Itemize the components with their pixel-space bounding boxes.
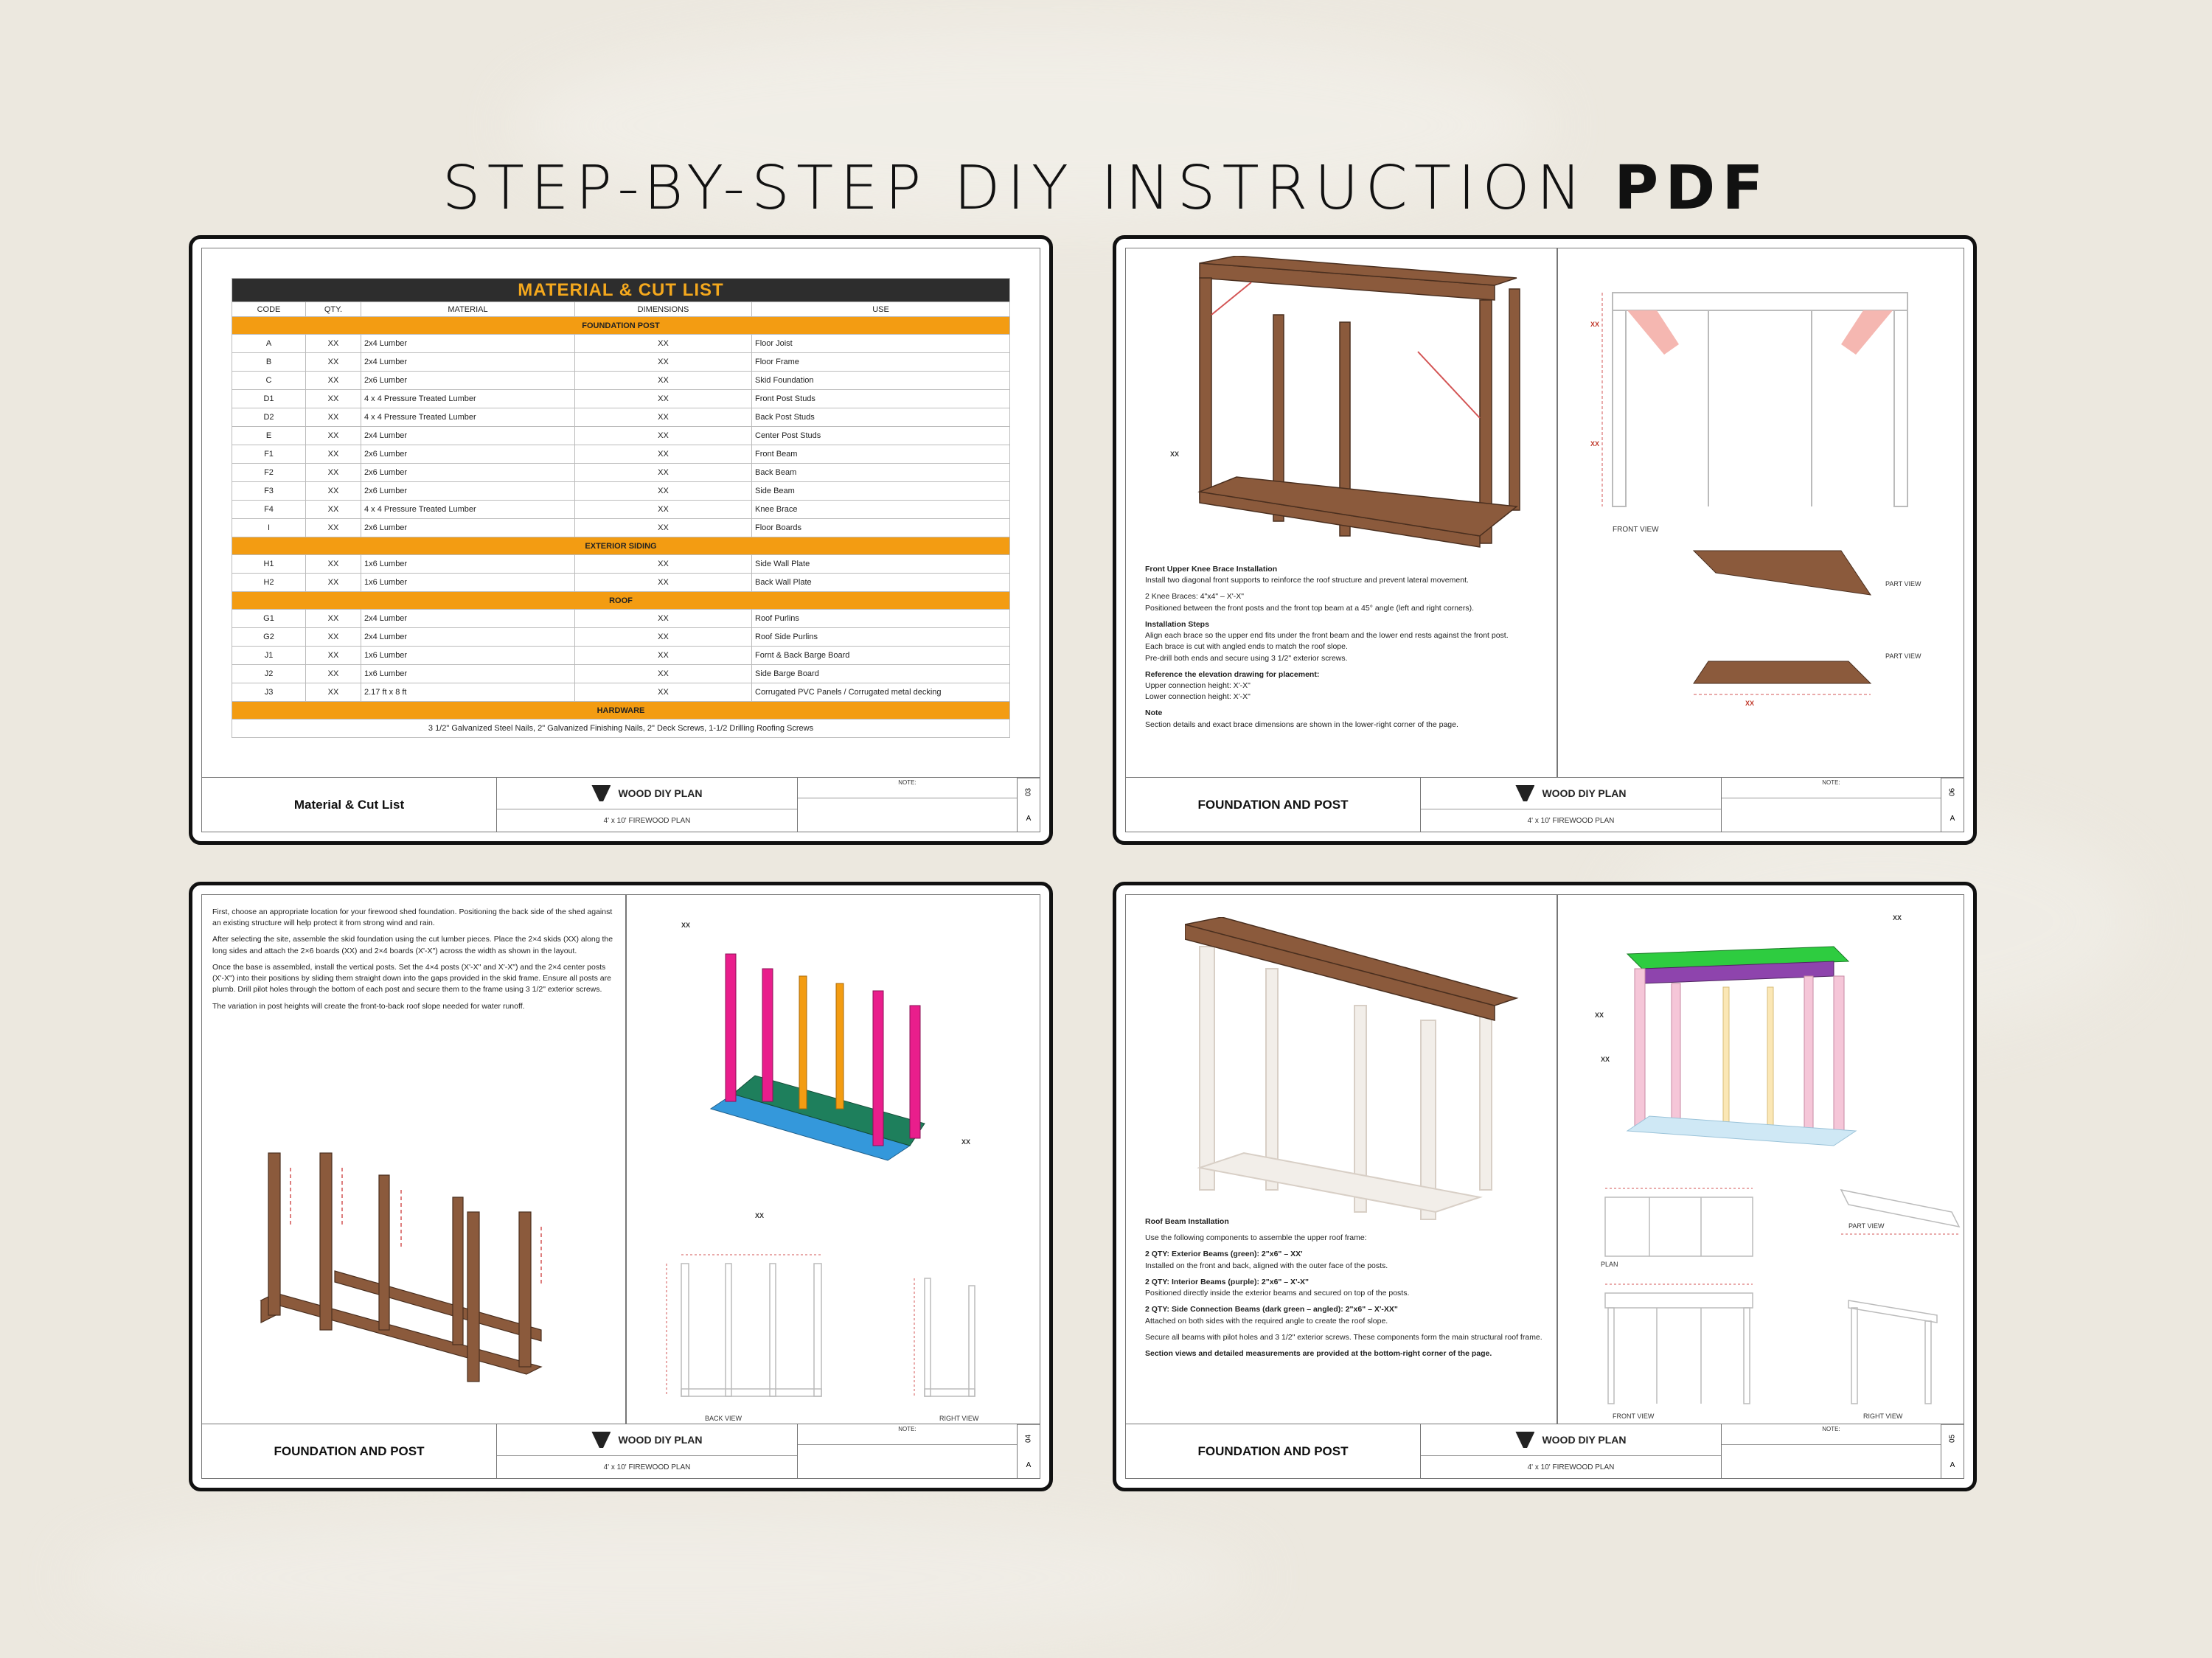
table-cell: XX	[575, 501, 752, 519]
table-cell: F3	[232, 482, 306, 501]
note-label: NOTE:	[1722, 1424, 1941, 1445]
table-cell: F1	[232, 445, 306, 464]
right-view-drawing	[910, 1271, 998, 1404]
page-number: 06	[1941, 778, 1964, 805]
table-cell: XX	[575, 445, 752, 464]
part-view-label: PART VIEW	[1885, 652, 1921, 660]
table-row	[232, 519, 1010, 537]
table-cell: 4 x 4 Pressure Treated Lumber	[361, 390, 575, 408]
table-cell: A	[232, 335, 306, 353]
table-cell: 2x4 Lumber	[361, 610, 575, 628]
table-cell: XX	[306, 683, 361, 702]
table-cell: D1	[232, 390, 306, 408]
table-cell: XX	[575, 683, 752, 702]
table-cell: F4	[232, 501, 306, 519]
shed-frame-3d-drawing	[1170, 256, 1524, 551]
table-cell: 2x6 Lumber	[361, 445, 575, 464]
revision: A	[1950, 814, 1955, 823]
page-number: 04	[1018, 1424, 1040, 1452]
table-row	[232, 390, 1010, 408]
column-header: MATERIAL	[361, 302, 575, 317]
table-cell: Side Beam	[752, 482, 1010, 501]
brand-logo-icon	[591, 1432, 611, 1448]
hardware-text: 3 1/2" Galvanized Steel Nails, 2" Galvanized Finishing Nails, 2" Deck Screws, 1-1/2 Drilling Roofing Screws	[232, 720, 1010, 738]
brand-logo-icon	[1515, 1432, 1534, 1448]
brand-name: WOOD DIY PLAN	[618, 787, 703, 799]
column-header: DIMENSIONS	[575, 302, 752, 317]
xx-label: XX	[1590, 321, 1600, 328]
table-cell: XX	[306, 501, 361, 519]
table-cell: XX	[575, 665, 752, 683]
right-view-drawing	[1834, 1286, 1952, 1411]
table-cell: Center Post Studs	[752, 427, 1010, 445]
table-cell: Front Beam	[752, 445, 1010, 464]
table-row	[232, 372, 1010, 390]
section-header-row	[232, 537, 1010, 555]
plan-label: PLAN	[1601, 1261, 1618, 1268]
table-row	[232, 683, 1010, 702]
table-cell: B	[232, 353, 306, 372]
background-swash	[74, 1511, 1253, 1644]
page-number: 05	[1941, 1424, 1964, 1452]
table-cell: XX	[575, 574, 752, 592]
table-cell: XX	[306, 482, 361, 501]
table-row	[232, 335, 1010, 353]
table-cell: XX	[575, 555, 752, 574]
table-row	[232, 482, 1010, 501]
table-cell: XX	[306, 628, 361, 647]
table-title: MATERIAL & CUT LIST	[232, 279, 1010, 302]
sheet-foundation-posts	[189, 882, 1053, 1491]
instruction-notes: Front Upper Knee Brace Installation Install two diagonal front supports to reinforce the roof structure and prevent lateral movement. 2 Knee Braces: 4"x4" – X'-X" Positioned between the front posts and the front top beam at a 45° angle (left and right corners). Installation Steps Align each brace so the upper end fits under the front beam and the lower end rests against the front post. Each brace is cut with angled ends to match the roof slope. Pre-drill both ends and secure using 3 1/2" exterior screws. Reference the elevation drawing for placement: Upper connection height: X'-X" Lower connection height: X'-X" Note Section details and exact brace dimensions are shown in the lower-right corner of the page.	[1145, 565, 1509, 729]
table-cell: Floor Joist	[752, 335, 1010, 353]
xx-label: XX	[1745, 700, 1755, 707]
table-cell: 4 x 4 Pressure Treated Lumber	[361, 408, 575, 427]
right-view-label: RIGHT VIEW	[1863, 1413, 1903, 1420]
table-cell: J2	[232, 665, 306, 683]
section-header-row	[232, 317, 1010, 335]
table-cell: XX	[575, 610, 752, 628]
table-cell: XX	[575, 408, 752, 427]
section-title: ROOF	[232, 592, 1010, 610]
note-label: NOTE:	[798, 1424, 1017, 1445]
section-title: EXTERIOR SIDING	[232, 537, 1010, 555]
table-row	[232, 628, 1010, 647]
table-cell: 2.17 ft x 8 ft	[361, 683, 575, 702]
table-cell: 2x4 Lumber	[361, 353, 575, 372]
back-view-drawing	[644, 1249, 866, 1411]
sheet-title: FOUNDATION AND POST	[202, 1424, 497, 1478]
roof-part-view-drawing	[1834, 1175, 1966, 1249]
table-cell: Back Wall Plate	[752, 574, 1010, 592]
table-cell: G1	[232, 610, 306, 628]
table-cell: F2	[232, 464, 306, 482]
table-cell: 1x6 Lumber	[361, 555, 575, 574]
table-cell: 1x6 Lumber	[361, 665, 575, 683]
table-cell: J1	[232, 647, 306, 665]
table-cell: XX	[306, 464, 361, 482]
table-row	[232, 427, 1010, 445]
table-cell: 2x4 Lumber	[361, 335, 575, 353]
title-block	[202, 777, 1040, 832]
table-cell: Roof Side Purlins	[752, 628, 1010, 647]
table-cell: 1x6 Lumber	[361, 647, 575, 665]
brand-name: WOOD DIY PLAN	[1542, 787, 1627, 799]
table-cell: XX	[306, 647, 361, 665]
table-cell: 2x4 Lumber	[361, 427, 575, 445]
hardware-row	[232, 720, 1010, 738]
table-cell: Front Post Studs	[752, 390, 1010, 408]
table-cell: XX	[575, 628, 752, 647]
table-cell: XX	[306, 445, 361, 464]
table-cell: XX	[575, 427, 752, 445]
table-cell: XX	[306, 427, 361, 445]
table-cell: H2	[232, 574, 306, 592]
table-cell: 2x6 Lumber	[361, 482, 575, 501]
table-cell: Fornt & Back Barge Board	[752, 647, 1010, 665]
back-view-label: BACK VIEW	[705, 1415, 742, 1422]
xx-label: XX	[1595, 1011, 1604, 1019]
table-cell: 2x6 Lumber	[361, 372, 575, 390]
table-cell: XX	[306, 519, 361, 537]
revision: A	[1950, 1460, 1955, 1469]
table-cell: E	[232, 427, 306, 445]
table-cell: XX	[306, 555, 361, 574]
plan-name: 4' x 10' FIREWOOD PLAN	[1527, 816, 1615, 825]
part-view-label: PART VIEW	[1885, 580, 1921, 588]
table-cell: XX	[575, 335, 752, 353]
table-cell: J3	[232, 683, 306, 702]
xx-label: XX	[1590, 440, 1600, 447]
table-row	[232, 501, 1010, 519]
front-view-label: FRONT VIEW	[1613, 1413, 1655, 1420]
xx-label: XX	[755, 1212, 765, 1219]
table-cell: Back Beam	[752, 464, 1010, 482]
table-cell: Floor Frame	[752, 353, 1010, 372]
table-cell: C	[232, 372, 306, 390]
plan-drawing	[1598, 1182, 1760, 1271]
post-install-3d-drawing	[246, 1079, 600, 1418]
hardware-header-row	[232, 702, 1010, 720]
table-cell: XX	[575, 390, 752, 408]
table-cell: 1x6 Lumber	[361, 574, 575, 592]
column-header: USE	[752, 302, 1010, 317]
sheet-title: FOUNDATION AND POST	[1126, 778, 1421, 832]
table-cell: I	[232, 519, 306, 537]
table-cell: XX	[306, 610, 361, 628]
table-cell: Roof Purlins	[752, 610, 1010, 628]
page-headline: STEP-BY-STEP DIY INSTRUCTION PDF	[442, 153, 1770, 223]
column-header: QTY.	[306, 302, 361, 317]
note-label: NOTE:	[1722, 778, 1941, 798]
instruction-notes: First, choose an appropriate location for your firewood shed foundation. Positioning the back side of the shed against an existing structure will help protect it from strong wind and rain. After selecting the site, assemble the skid foundation using the cut lumber pieces. Place the 2×4 skids (XX) along the long sides and attach the 2×6 boards (XX) and 2×4 boards (X'-X") across the width as shown in the layout. Once the base is assembled, install the vertical posts. Set the 4×4 posts (X'-X" and X'-X") and the 2×4 center posts (X'-X") into their positions by sliding them straight down into the gaps provided in the skid frame. Ensure all posts are plumb. Drill pilot holes through the bottom of each post and secure them to the frame using 3 1/2" exterior screws. The variation in post heights will create the front-to-back roof slope needed for water runoff.	[212, 908, 613, 1011]
table-cell: D2	[232, 408, 306, 427]
xx-label: XX	[1170, 450, 1180, 458]
part-view-label: PART VIEW	[1848, 1222, 1885, 1230]
table-row	[232, 408, 1010, 427]
right-view-label: RIGHT VIEW	[939, 1415, 979, 1422]
sheet-title: FOUNDATION AND POST	[1126, 1424, 1421, 1478]
foundation-color-3d-drawing	[689, 924, 969, 1168]
table-cell: XX	[306, 372, 361, 390]
table-cell: Floor Boards	[752, 519, 1010, 537]
sheet-title: Material & Cut List	[202, 778, 497, 832]
table-cell: Corrugated PVC Panels / Corrugated metal decking	[752, 683, 1010, 702]
table-cell: Skid Foundation	[752, 372, 1010, 390]
plan-name: 4' x 10' FIREWOOD PLAN	[1527, 1463, 1615, 1471]
table-cell: H1	[232, 555, 306, 574]
hardware-title: HARDWARE	[232, 702, 1010, 720]
table-cell: XX	[306, 353, 361, 372]
instruction-notes: Roof Beam Installation Use the following components to assemble the upper roof frame: 2 QTY: Exterior Beams (green): 2"x6" – XX' Installed on the front and back, aligned with the outer face of the posts. 2 QTY: Interior Beams (purple): 2"x6" – X'-X" Positioned directly inside the exterior beams and secured on top of the posts. 2 QTY: Side Connection Beams (dark green – angled): 2"x6" – X'-XX" Attached on both sides with the required angle to create the roof slope. Secure all beams with pilot holes and 3 1/2" exterior screws. These components form the main structural roof frame. Section views and detailed measurements are provided at the bottom-right corner of the page.	[1145, 1217, 1543, 1358]
page-number: 03	[1018, 778, 1040, 805]
plan-name: 4' x 10' FIREWOOD PLAN	[603, 816, 691, 825]
table-cell: Back Post Studs	[752, 408, 1010, 427]
table-cell: 2x4 Lumber	[361, 628, 575, 647]
table-cell: XX	[306, 665, 361, 683]
brand-logo-icon	[1515, 785, 1534, 801]
table-cell: XX	[575, 353, 752, 372]
table-row	[232, 574, 1010, 592]
table-row	[232, 445, 1010, 464]
sheet-material-cut-list	[189, 235, 1053, 845]
column-header: CODE	[232, 302, 306, 317]
table-cell: XX	[575, 482, 752, 501]
xx-label: XX	[1601, 1056, 1610, 1063]
sheet-roof-beams	[1113, 882, 1977, 1491]
note-label: NOTE:	[798, 778, 1017, 798]
xx-label: XX	[961, 1138, 971, 1146]
front-view-label: FRONT VIEW	[1613, 526, 1659, 534]
xx-label: XX	[1893, 914, 1902, 922]
front-view-drawing	[1598, 278, 1922, 521]
sheet-knee-brace	[1113, 235, 1977, 845]
table-cell: 2x6 Lumber	[361, 464, 575, 482]
table-cell: XX	[306, 408, 361, 427]
section-header-row	[232, 592, 1010, 610]
table-row	[232, 353, 1010, 372]
table-cell: 4 x 4 Pressure Treated Lumber	[361, 501, 575, 519]
title-block	[202, 1424, 1040, 1478]
table-cell: XX	[575, 464, 752, 482]
revision: A	[1026, 814, 1032, 823]
table-row	[232, 647, 1010, 665]
brand-logo-icon	[591, 785, 611, 801]
table-row	[232, 555, 1010, 574]
table-cell: Knee Brace	[752, 501, 1010, 519]
title-block	[1126, 777, 1964, 832]
brand-name: WOOD DIY PLAN	[618, 1434, 703, 1446]
roof-beam-color-drawing	[1613, 932, 1878, 1153]
table-cell: XX	[306, 574, 361, 592]
title-block	[1126, 1424, 1964, 1478]
table-row	[232, 665, 1010, 683]
front-view-drawing	[1598, 1278, 1760, 1411]
section-title: FOUNDATION POST	[232, 317, 1010, 335]
table-cell: G2	[232, 628, 306, 647]
revision: A	[1026, 1460, 1032, 1469]
brand-name: WOOD DIY PLAN	[1542, 1434, 1627, 1446]
table-cell: XX	[575, 372, 752, 390]
table-cell: XX	[575, 647, 752, 665]
table-cell: XX	[306, 335, 361, 353]
table-cell: XX	[306, 390, 361, 408]
roof-beam-3d-drawing	[1185, 917, 1539, 1227]
table-cell: Side Barge Board	[752, 665, 1010, 683]
table-cell: Side Wall Plate	[752, 555, 1010, 574]
table-cell: XX	[575, 519, 752, 537]
material-table	[232, 278, 1010, 738]
table-cell: 2x6 Lumber	[361, 519, 575, 537]
xx-label: XX	[681, 922, 691, 929]
brace-part-view	[1686, 543, 1878, 720]
table-row	[232, 610, 1010, 628]
plan-name: 4' x 10' FIREWOOD PLAN	[603, 1463, 691, 1471]
table-row	[232, 464, 1010, 482]
